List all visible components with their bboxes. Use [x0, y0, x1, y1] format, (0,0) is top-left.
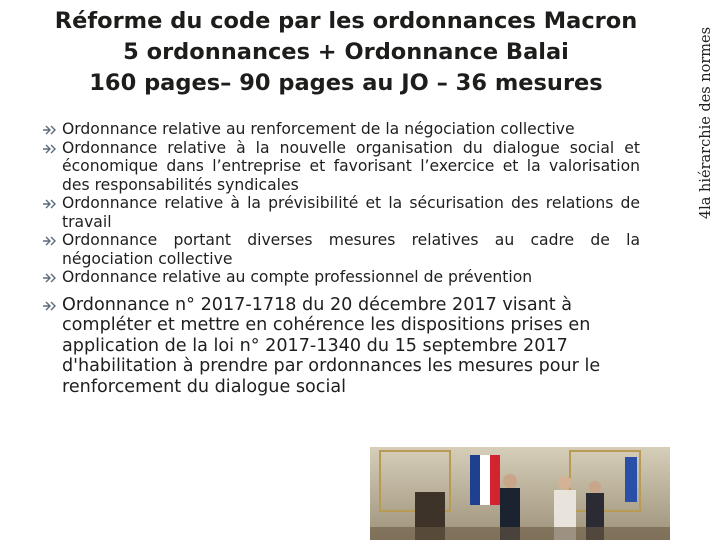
bullet-text: Ordonnance relative à la nouvelle organisation du dialogue social et économique dans l’entreprise et favorisant l’exercice et la valorisation des responsabilités syndicales: [62, 138, 640, 194]
bullet-arrow-icon: [42, 143, 58, 155]
bullet-arrow-icon: [42, 272, 58, 284]
bullet-item: [42, 194, 640, 231]
bullet-text: Ordonnance relative au compte professionnel de prévention: [62, 268, 533, 286]
side-label-text: 4la hiérarchie des normes: [698, 26, 714, 219]
bullet-item: [42, 268, 640, 287]
bullet-text: Ordonnance portant diverses mesures relatives au cadre de la négociation collective: [62, 231, 640, 268]
bullet-arrow-icon: [42, 198, 58, 210]
title-line-2: 5 ordonnances + Ordonnance Balai: [123, 39, 569, 65]
side-label: [694, 0, 718, 245]
bullet-arrow-icon: [42, 300, 58, 312]
bullet-arrow-icon: [42, 235, 58, 247]
bullet-text: Ordonnance relative à la prévisibilité et la sécurisation des relations de travail: [62, 194, 640, 231]
bullet-item: [42, 120, 640, 139]
slide-title: [28, 6, 664, 99]
press-conference-photo: [370, 447, 670, 540]
bullet-text: Ordonnance n° 2017-1718 du 20 décembre 2017 visant à compléter et mettre en cohérence les dispositions prises en application de la loi n° 2017-1340 du 15 septembre 2017 d'habilitation à prendre par ordonnances les mesures pour le renforcement du dialogue social: [62, 294, 601, 397]
bullet-list: [42, 120, 640, 397]
bullet-item: [42, 139, 640, 195]
bullet-text: Ordonnance relative au renforcement de la négociation collective: [62, 120, 575, 138]
bullet-item: [42, 295, 640, 398]
title-line-3: 160 pages– 90 pages au JO – 36 mesures: [89, 70, 603, 96]
bullet-item: [42, 231, 640, 268]
bullet-arrow-icon: [42, 124, 58, 136]
title-line-1: Réforme du code par les ordonnances Macron: [54, 8, 638, 34]
